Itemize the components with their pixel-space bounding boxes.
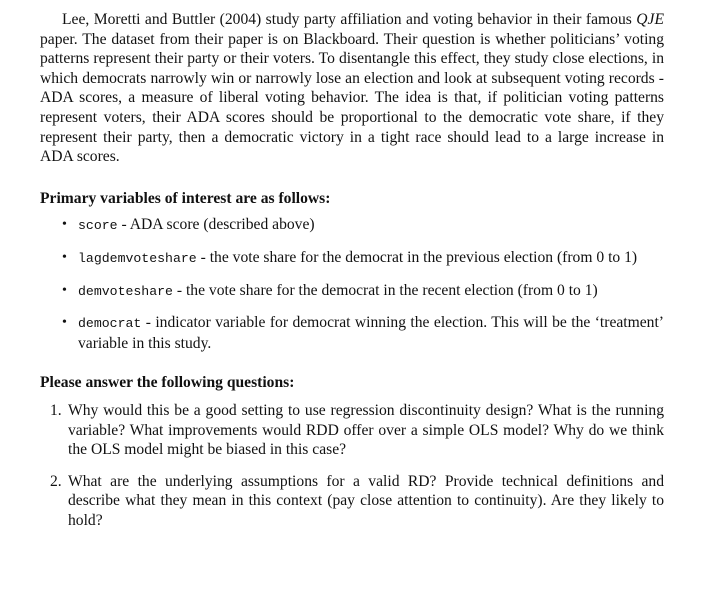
questions-list [40, 401, 664, 531]
intro-text-part1: Lee, Moretti and Buttler (2004) study party affiliation and voting behavior in their famous [62, 11, 637, 28]
variable-name: lagdemvoteshare [78, 250, 197, 266]
journal-name: QJE [636, 11, 664, 28]
bullet-icon: • [62, 249, 67, 265]
bullet-icon: • [62, 217, 67, 233]
variable-description: - the vote share for the democrat in the previous election (from 0 to 1) [196, 248, 638, 266]
variable-item-demvoteshare [40, 281, 664, 302]
variable-item-lagdemvoteshare [40, 248, 664, 269]
variable-name: demvoteshare [78, 283, 173, 299]
question-item [40, 401, 664, 460]
variable-name: democrat [78, 316, 142, 332]
question-item [40, 472, 664, 531]
variable-name: score [78, 218, 118, 234]
question-text: What are the underlying assumptions for a valid RD? Provide technical definitions and describe what they mean in this context (pay close attention to continuity). Are they likely to hold? [68, 472, 664, 529]
bullet-icon: • [62, 315, 67, 331]
question-text: Why would this be a good setting to use regression discontinuity design? What is the running variable? What improvements would RDD offer over a simple OLS model? Why do we think the OLS model might be biased in this case? [68, 401, 664, 459]
variables-list [40, 215, 664, 353]
variable-item-score [40, 215, 664, 236]
question-number: 1. [50, 401, 62, 419]
intro-paragraph [40, 10, 664, 167]
question-number: 2. [50, 472, 62, 490]
questions-heading: Please answer the following questions: [40, 374, 295, 392]
variable-description: - the vote share for the democrat in the recent election (from 0 to 1) [172, 281, 598, 299]
variable-description: - indicator variable for democrat winning the election. This will be the ‘treatment’ variable in this study. [78, 314, 664, 352]
variables-heading: Primary variables of interest are as follows: [40, 189, 331, 207]
variable-item-democrat [40, 313, 664, 353]
intro-text-part2: paper. The dataset from their paper is on Blackboard. Their question is whether politicians’ voting patterns represent their party or their voters. To disentangle this effect, they study close elections, in which democrats narrowly win or narrowly lose an election and look at subsequent voting records - ADA scores, a measure of liberal voting behavior. The idea is that, if politician voting patterns represent voters, their ADA scores should be proportional to the democratic vote share, if they represent their party, then a democratic victory in a tight race should lead to a large increase in ADA scores. [40, 30, 664, 166]
bullet-icon: • [62, 282, 67, 298]
document-page [40, 10, 664, 542]
variable-description: - ADA score (described above) [117, 216, 315, 234]
